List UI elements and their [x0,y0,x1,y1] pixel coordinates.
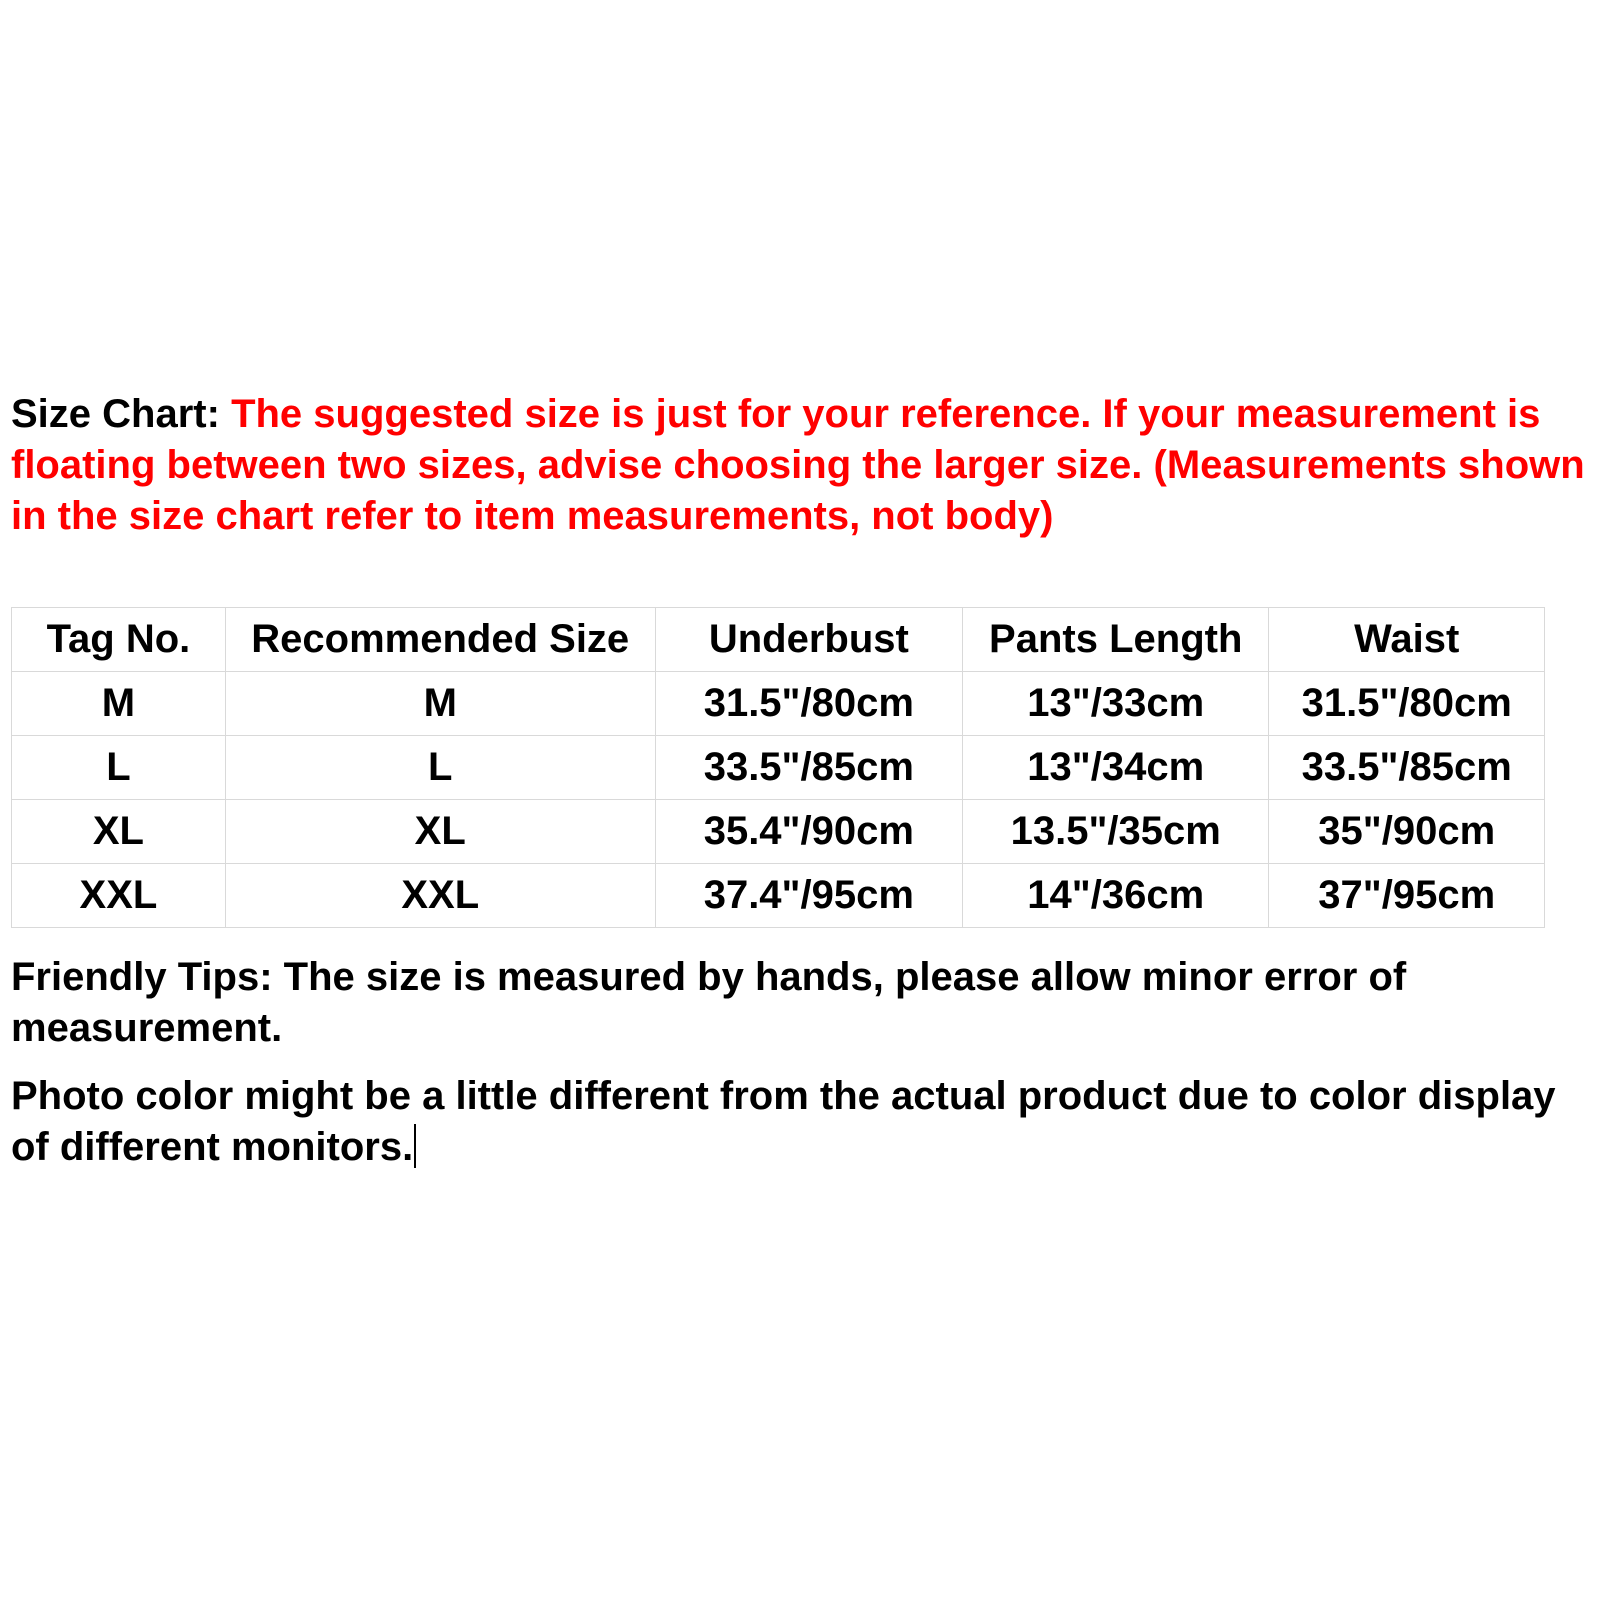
size-table [11,607,1545,928]
cell-recommended-size: M [225,672,655,736]
cell-pants-length: 13"/34cm [963,736,1269,800]
cell-tag-no: XL [12,800,226,864]
cell-waist: 31.5"/80cm [1269,672,1545,736]
cell-waist: 35"/90cm [1269,800,1545,864]
cell-tag-no: XXL [12,864,226,928]
cell-recommended-size: XXL [225,864,655,928]
header-recommended-size: Recommended Size [225,608,655,672]
header-waist: Waist [1269,608,1545,672]
table-row [12,736,1545,800]
size-chart-label: Size Chart: [11,392,220,436]
cell-recommended-size: L [225,736,655,800]
table-row [12,672,1545,736]
table-header-row [12,608,1545,672]
cell-recommended-size: XL [225,800,655,864]
header-underbust: Underbust [655,608,962,672]
size-chart-intro [11,389,1591,542]
cell-tag-no: L [12,736,226,800]
photo-color-note [11,1071,1591,1173]
cell-underbust: 37.4"/95cm [655,864,962,928]
cell-underbust: 33.5"/85cm [655,736,962,800]
text-cursor [414,1124,416,1168]
cell-pants-length: 13"/33cm [963,672,1269,736]
table-row [12,800,1545,864]
cell-underbust: 35.4"/90cm [655,800,962,864]
cell-pants-length: 14"/36cm [963,864,1269,928]
cell-waist: 37"/95cm [1269,864,1545,928]
header-tag-no: Tag No. [12,608,226,672]
header-pants-length: Pants Length [963,608,1269,672]
cell-underbust: 31.5"/80cm [655,672,962,736]
cell-tag-no: M [12,672,226,736]
cell-pants-length: 13.5"/35cm [963,800,1269,864]
table-row [12,864,1545,928]
size-reference-note: The suggested size is just for your reference. If your measurement is floating between two sizes, advise choosing the larger size. (Measurements shown in the size chart refer to item measurements, not body) [11,392,1585,538]
cell-waist: 33.5"/85cm [1269,736,1545,800]
photo-color-text: Photo color might be a little different from the actual product due to color display of different monitors. [11,1074,1556,1169]
friendly-tips: Friendly Tips: The size is measured by hands, please allow minor error of measurement. [11,955,1407,1050]
